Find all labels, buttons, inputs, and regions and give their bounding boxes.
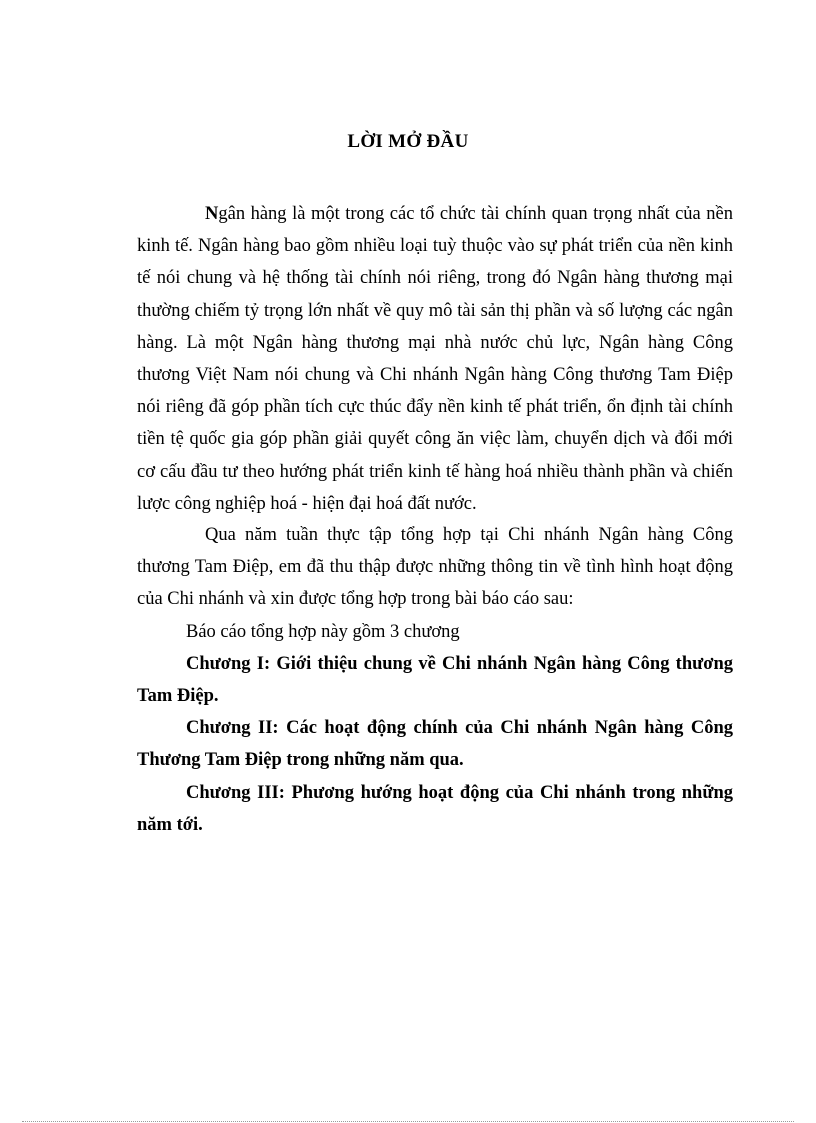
chapter-3-heading: Chương III: Phương hướng hoạt động của Chi nhánh trong những năm tới. — [137, 783, 733, 836]
page-bottom-divider — [22, 1121, 794, 1122]
internship-paragraph: Qua năm tuần thực tập tổng hợp tại Chi nhánh Ngân hàng Công thương Tam Điệp, em đã thu thập được những thông tin về tình hình hoạt động của Chi nhánh và xin được tổng hợp trong bài báo cáo sau: — [137, 525, 733, 610]
report-structure-line: Báo cáo tổng hợp này gồm 3 chương — [186, 622, 460, 642]
intro-paragraph — [137, 198, 733, 520]
drop-cap-letter: N — [205, 204, 219, 224]
chapter-1-heading: Chương I: Giới thiệu chung về Chi nhánh Ngân hàng Công thương Tam Điệp. — [137, 654, 733, 707]
intro-paragraph-text: gân hàng là một trong các tổ chức tài chính quan trọng nhất của nền kinh tế. Ngân hàng bao gồm nhiều loại tuỳ thuộc vào sự phát triển của nền kinh tế nói chung và hệ thống tài chính nói riêng, trong đó Ngân hàng thương mại thường chiếm tỷ trọng lớn nhất về quy mô tài sản thị phần và số lượng các ngân hàng. Là một Ngân hàng thương mại nhà nước chủ lực, Ngân hàng Công thương Việt Nam nói chung và Chi nhánh Ngân hàng Công thương Tam Điệp nói riêng đã góp phần tích cực thúc đẩy nền kinh tế phát triển, ổn định tài chính tiền tệ quốc gia góp phần giải quyết công ăn việc làm, chuyển dịch và đổi mới cơ cấu đầu tư theo hướng phát triển kinh tế hàng hoá nhiều thành phần và chiến lược công nghiệp hoá - hiện đại hoá đất nước. — [137, 204, 733, 514]
document-title: LỜI MỞ ĐẦU — [347, 131, 469, 152]
chapter-2-heading: Chương II: Các hoạt động chính của Chi nhánh Ngân hàng Công Thương Tam Điệp trong những năm qua. — [137, 718, 733, 771]
